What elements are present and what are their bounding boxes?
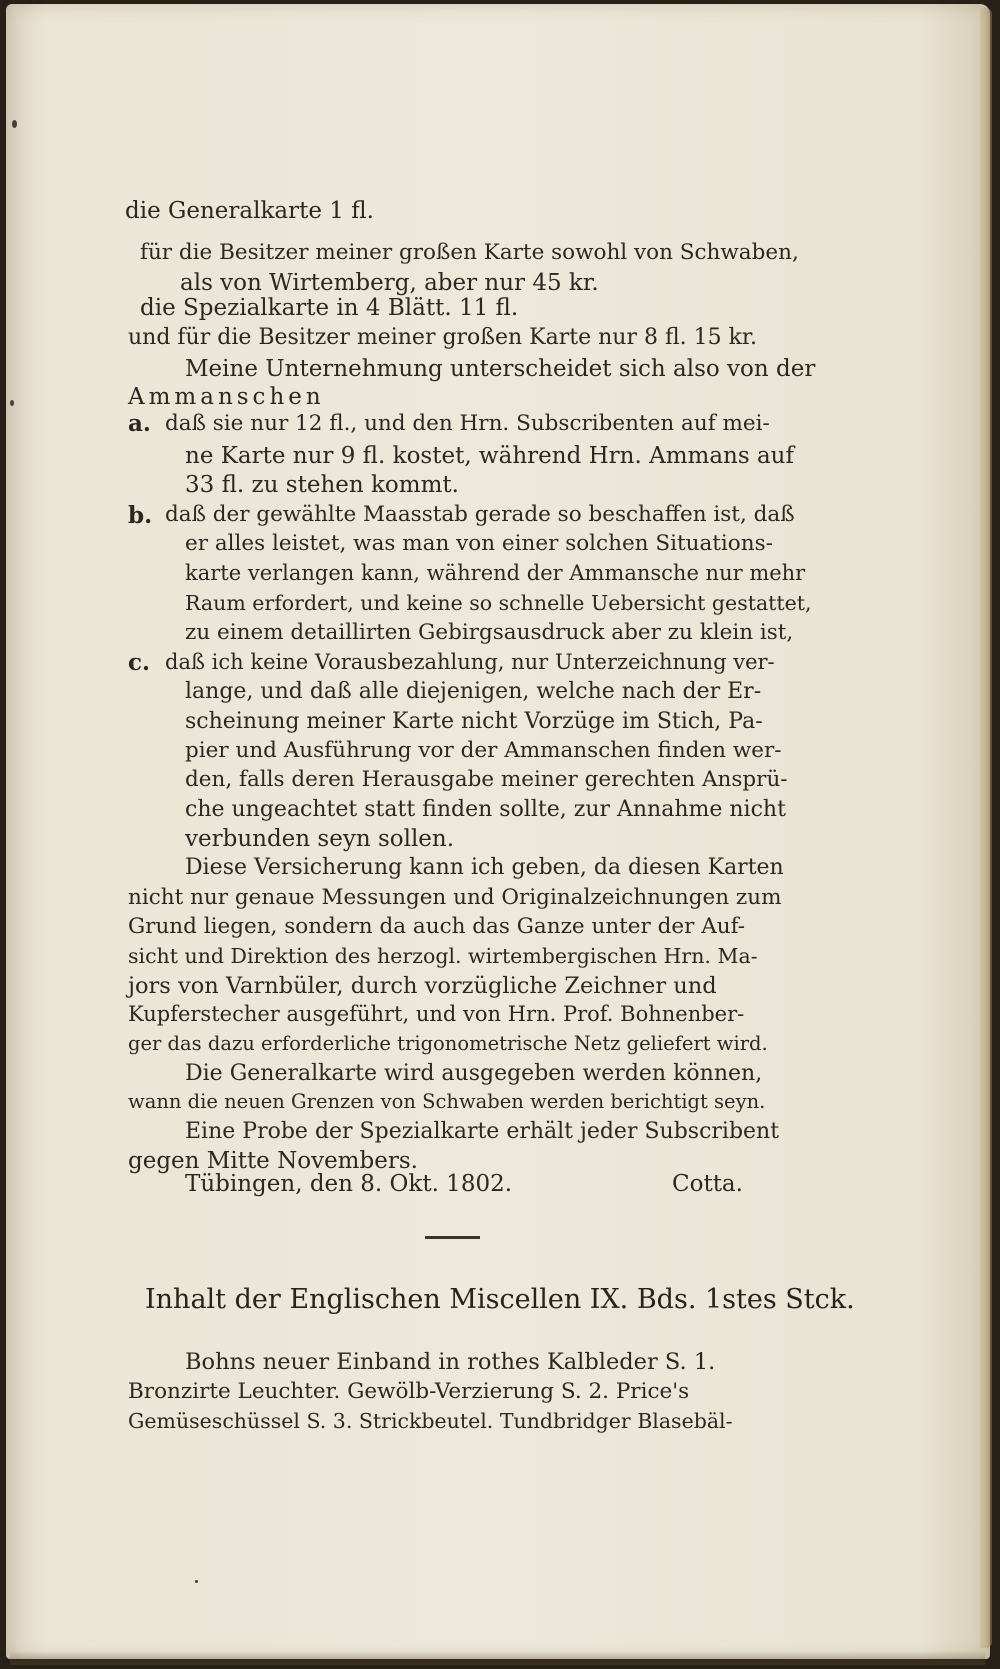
point-c-line-3: scheinung meiner Karte nicht Vorzüge im Stich, Pa- [185, 709, 763, 734]
ink-speck [10, 400, 14, 406]
assurance-line-6: Kupferstecher ausgeführt, und von Hrn. Prof. Bohnenber- [128, 1002, 745, 1026]
point-c-line-6: che ungeachtet statt finden sollte, zur Annahme nicht [185, 797, 786, 822]
point-b-line-4: Raum erfordert, und keine so schnelle Uebersicht gestattet, [185, 591, 812, 615]
point-b-line-1: daß der gewählte Maasstab gerade so beschaffen ist, daß [165, 502, 795, 527]
assurance-line-1: Diese Versicherung kann ich geben, da diesen Karten [185, 855, 784, 880]
page-bottom-shadow [10, 1651, 985, 1665]
sample-line-1: Eine Probe der Spezialkarte erhält jeder Subscribent [185, 1119, 780, 1144]
point-b-line-3: karte verlangen kann, während der Ammansche nur mehr [185, 561, 806, 585]
contents-line-1: Bohns neuer Einband in rothes Kalbleder S. 1. [185, 1349, 716, 1375]
contents-heading: Inhalt der Englischen Miscellen IX. Bds. 1stes Stck. [145, 1284, 855, 1315]
point-b-line-2: er alles leistet, was man von einer solchen Situations- [185, 531, 773, 556]
assurance-line-5: jors von Varnbüler, durch vorzügliche Zeichner und [128, 973, 717, 999]
contents-line-3: Gemüseschüssel S. 3. Strickbeutel. Tundbridger Blasebäl- [128, 1409, 733, 1433]
ink-speck [195, 1580, 198, 1583]
point-c-line-4: pier und Ausführung vor der Ammanschen finden wer- [185, 738, 782, 763]
point-c-label: c. [128, 649, 151, 676]
sample-line-2: gegen Mitte Novembers. [128, 1148, 418, 1174]
pricing-line-2: für die Besitzer meiner großen Karte sowohl von Schwaben, [140, 240, 799, 265]
pricing-line-1: die Generalkarte 1 fl. [125, 198, 374, 224]
point-c-line-7: verbunden seyn sollen. [185, 826, 455, 852]
place-date: Tübingen, den 8. Okt. 1802. [185, 1171, 513, 1197]
general-map-line-1: Die Generalkarte wird ausgegeben werden können, [185, 1061, 763, 1086]
ink-speck [12, 120, 17, 128]
intro-line-2: Ammanschen [128, 384, 325, 410]
contents-line-2: Bronzirte Leuchter. Gewölb-Verzierung S. 2. Price's [128, 1379, 690, 1404]
assurance-line-4: sicht und Direktion des herzogl. wirtembergischen Hrn. Ma- [128, 944, 758, 968]
page-edge-shadow [980, 8, 992, 1648]
assurance-line-3: Grund liegen, sondern da auch das Ganze unter der Auf- [128, 914, 746, 939]
pricing-line-5: und für die Besitzer meiner großen Karte nur 8 fl. 15 kr. [128, 325, 758, 350]
point-c-line-2: lange, und daß alle diejenigen, welche nach der Er- [185, 679, 762, 704]
pricing-line-4: die Spezialkarte in 4 Blätt. 11 fl. [140, 295, 519, 321]
point-b-line-5: zu einem detaillirten Gebirgsausdruck aber zu klein ist, [185, 620, 794, 645]
point-c-line-5: den, falls deren Herausgabe meiner gerechten Ansprü- [185, 767, 788, 792]
intro-line-1: Meine Unternehmung unterscheidet sich also von der [185, 356, 816, 382]
point-a-line-2: ne Karte nur 9 fl. kostet, während Hrn. Ammans auf [185, 443, 794, 469]
point-a-label: a. [128, 410, 151, 437]
assurance-line-2: nicht nur genaue Messungen und Originalzeichnungen zum [128, 885, 782, 910]
pricing-line-3: als von Wirtemberg, aber nur 45 kr. [180, 270, 599, 296]
signature-name: Cotta. [672, 1171, 743, 1197]
point-b-label: b. [128, 502, 153, 529]
point-c-line-1: daß ich keine Vorausbezahlung, nur Unterzeichnung ver- [165, 650, 775, 674]
point-a-line-3: 33 fl. zu stehen kommt. [185, 472, 459, 498]
assurance-line-7: ger das dazu erforderliche trigonometrische Netz geliefert wird. [128, 1032, 768, 1055]
general-map-line-2: wann die neuen Grenzen von Schwaben werden berichtigt seyn. [128, 1090, 766, 1113]
point-a-line-1: daß sie nur 12 fl., und den Hrn. Subscribenten auf mei- [165, 411, 770, 436]
section-divider [425, 1236, 480, 1239]
